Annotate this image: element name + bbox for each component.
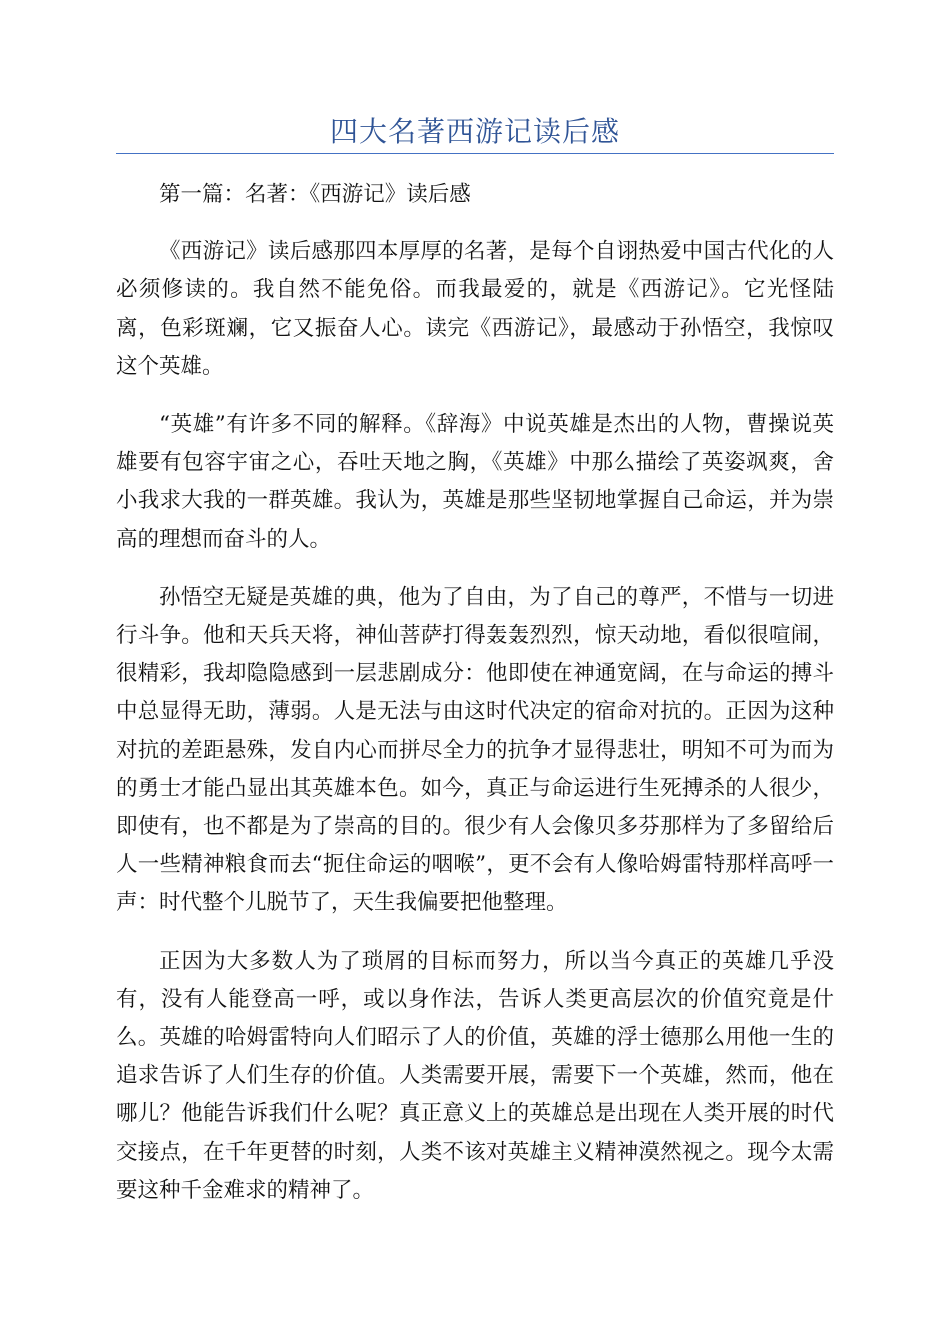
document-title: 四大名著西游记读后感: [329, 115, 620, 148]
document-body: [116, 176, 834, 1230]
section-heading: 第一篇：名著：《西游记》读后感: [159, 182, 471, 207]
paragraph-4: 正因为大多数人为了琐屑的目标而努力，所以当今真正的英雄几乎没有，没有人能登高一呼，或以身作法，告诉人类更高层次的价值究竟是什么。英雄的哈姆雷特向人们昭示了人的价值，英雄的浮士德那么用他一生的追求告诉了人们生存的价值。人类需要开展，需要下一个英雄，然而，他在哪儿？他能告诉我们什么呢？真正意义上的英雄总是出现在人类开展的时代交接点，在千年更替的时刻，人类不该对英雄主义精神漠然视之。现今太需要这种千金难求的精神了。: [116, 948, 834, 1203]
title-underline: [116, 153, 834, 154]
paragraph-2: “英雄”有许多不同的解释。《辞海》中说英雄是杰出的人物，曹操说英雄要有包容宇宙之心，吞吐天地之胸，《英雄》中那么描绘了英姿飒爽，舍小我求大我的一群英雄。我认为，英雄是那些坚韧地掌握自己命运，并为崇高的理想而奋斗的人。: [116, 412, 834, 552]
paragraph-1: 《西游记》读后感那四本厚厚的名著，是每个自诩热爱中国古代化的人必须修读的。我自然不能免俗。而我最爱的，就是《西游记》。它光怪陆离，色彩斑斓，它又振奋人心。读完《西游记》，最感动于孙悟空，我惊叹这个英雄。: [116, 239, 834, 379]
paragraph-3: 孙悟空无疑是英雄的典，他为了自由，为了自己的尊严，不惜与一切进行斗争。他和天兵天将，神仙菩萨打得轰轰烈烈，惊天动地，看似很喧闹，很精彩，我却隐隐感到一层悲剧成分：他即使在神通宽阔，在与命运的搏斗中总显得无助，薄弱。人是无法与由这时代决定的宿命对抗的。正因为这种对抗的差距悬殊，发自内心而拼尽全力的抗争才显得悲壮，明知不可为而为的勇士才能凸显出其英雄本色。如今，真正与命运进行生死搏杀的人很少，即使有，也不都是为了崇高的目的。很少有人会像贝多芬那样为了多留给后人一些精神粮食而去“扼住命运的咽喉”，更不会有人像哈姆雷特那样高呼一声：时代整个儿脱节了，天生我偏要把他整理。: [116, 584, 834, 916]
